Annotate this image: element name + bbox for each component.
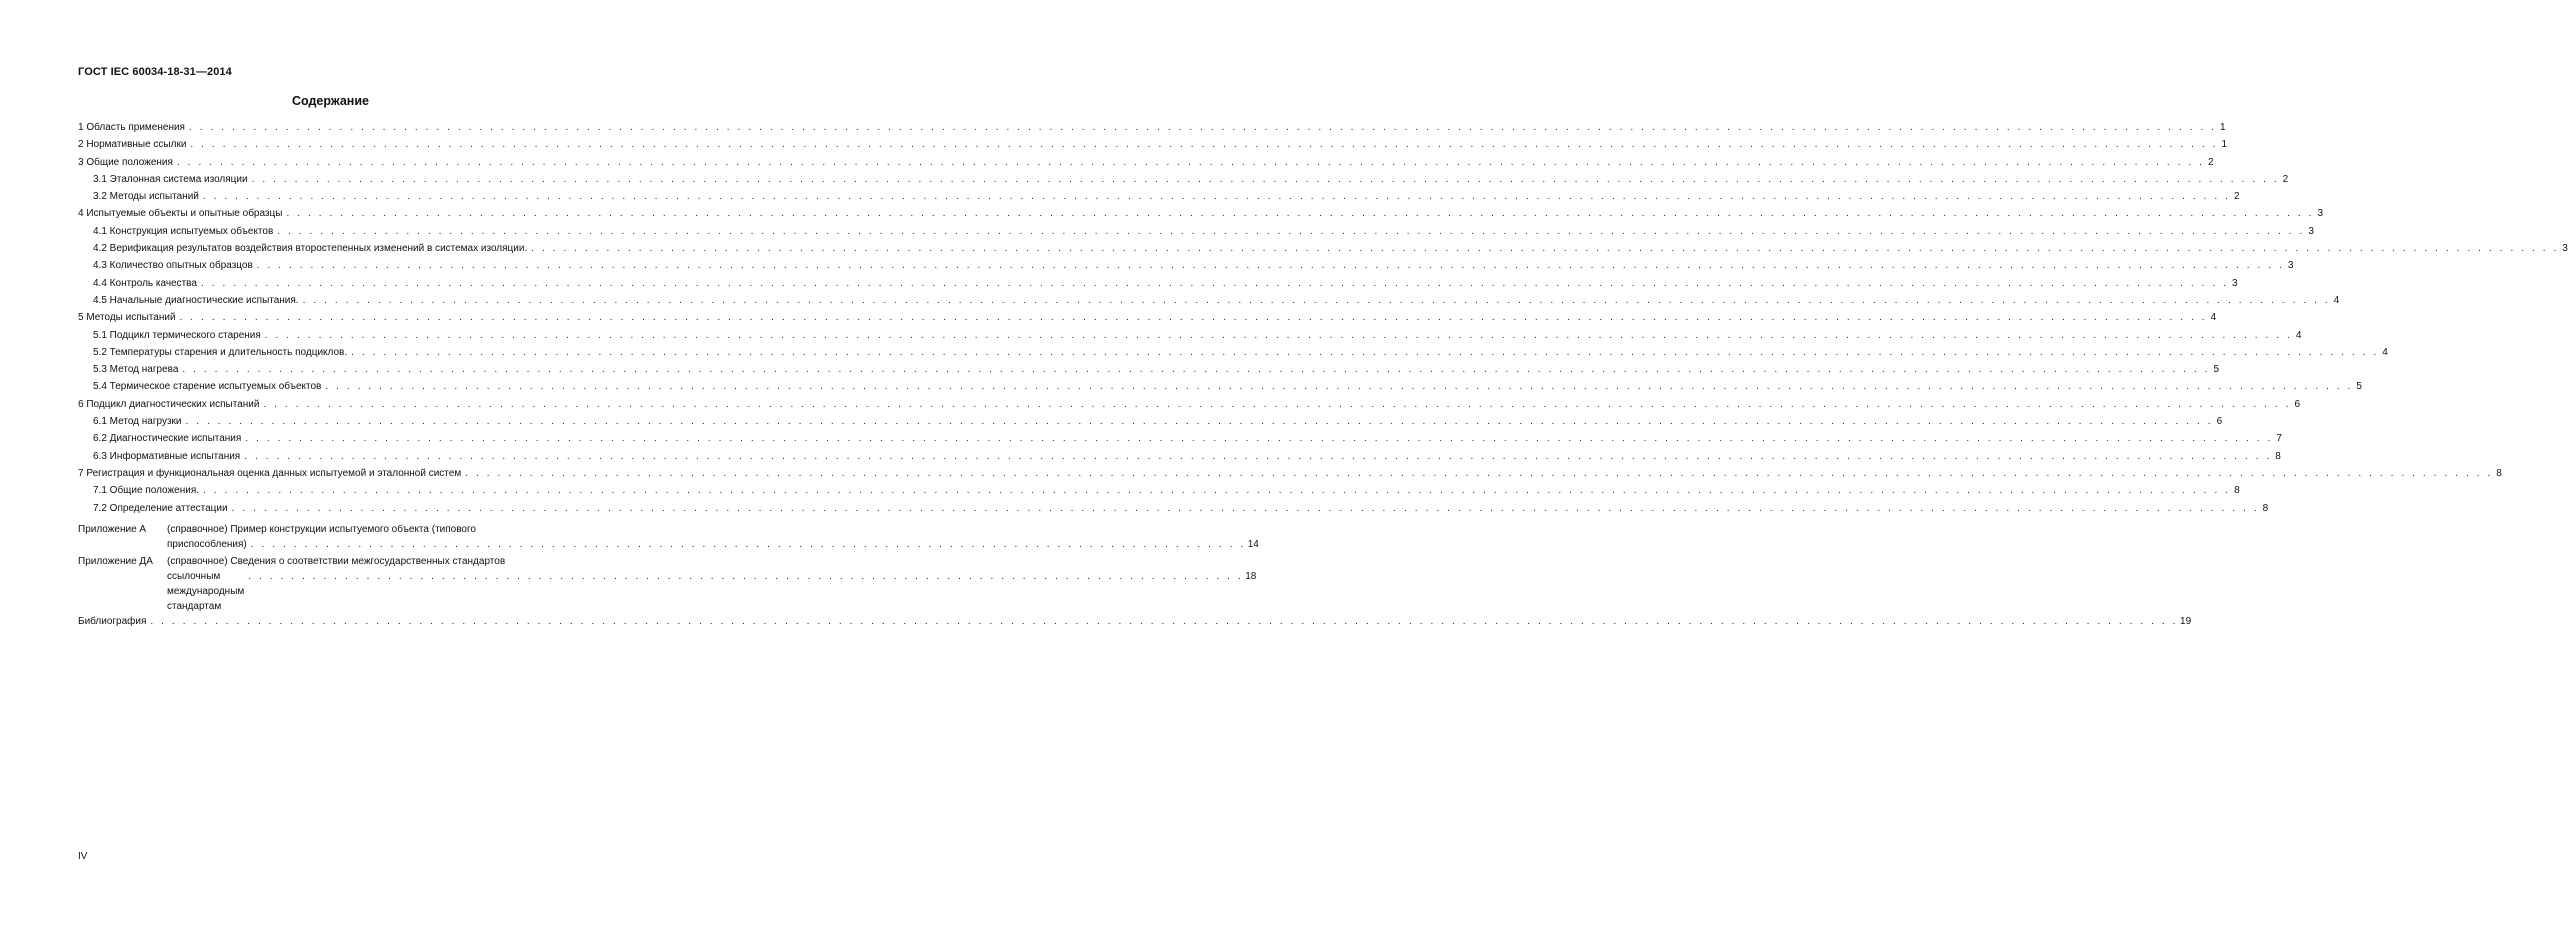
dot-leader <box>325 381 2353 393</box>
dot-leader <box>203 191 2231 203</box>
dot-leader <box>303 295 2331 307</box>
toc-entry-title: 4.3 Количество опытных образцов <box>93 260 253 272</box>
toc-entry-page: 3 <box>2562 243 2568 255</box>
toc-entry-page: 6 <box>2216 416 2223 428</box>
toc-bibliography[interactable] <box>78 615 2192 633</box>
appendix-title-line2: ссылочным международным стандартам <box>167 570 245 612</box>
toc-entry-page: 5 <box>2356 381 2362 393</box>
toc-entry-title: 3 Общие положения <box>78 156 173 168</box>
appendix-title-line2: приспособления) <box>167 538 247 550</box>
dot-leader <box>248 569 1243 584</box>
toc-entry-title: 5.1 Подцикл термического старения <box>93 329 261 341</box>
toc-entry[interactable] <box>78 329 2302 347</box>
page-number: IV <box>78 851 88 862</box>
toc-entry[interactable] <box>78 433 2282 450</box>
appendix-title-line1: (справочное) Пример конструкции испытуемого объекта (типового <box>167 523 476 535</box>
toc-entry[interactable] <box>78 173 2289 191</box>
dot-leader <box>531 243 2559 255</box>
toc-entry-title: 4.5 Начальные диагностические испытания. <box>93 294 299 306</box>
toc-entry-page: 2 <box>2208 156 2214 168</box>
toc-entry-title: 2 Нормативные ссылки <box>78 139 187 151</box>
dot-leader <box>182 364 2210 376</box>
toc-entry-page: 7 <box>2276 433 2282 445</box>
toc-entry-title: 4.1 Конструкция испытуемых объектов <box>93 225 274 237</box>
toc-appendix-a[interactable] <box>78 522 1259 552</box>
toc-entry[interactable] <box>78 208 2324 225</box>
toc-entry-page: 4 <box>2333 294 2340 306</box>
toc-entry[interactable] <box>78 381 2362 398</box>
dot-leader <box>252 174 2280 186</box>
dot-leader <box>150 616 2178 628</box>
toc-entry[interactable] <box>78 225 2314 243</box>
toc-entry-page: 4 <box>2382 346 2388 358</box>
toc-entry-page: 2 <box>2282 173 2289 185</box>
toc-entry[interactable] <box>78 191 2240 208</box>
toc-entry[interactable] <box>78 139 2228 156</box>
dot-leader <box>186 416 2214 428</box>
toc-entry-page: 4 <box>2210 312 2217 324</box>
toc-entry-title: 4.2 Верификация результатов воздействия второстепенных изменений в системах изоляции. <box>93 243 528 255</box>
toc-entry-title: 6.3 Информативные испытания <box>93 450 241 462</box>
toc-entry-page: 3 <box>2287 260 2294 272</box>
toc-entry[interactable] <box>78 122 2226 139</box>
toc-entry-page: 1 <box>2221 139 2228 151</box>
toc-entry-page: 6 <box>2294 398 2301 410</box>
toc-entry-title: 4.4 Контроль качества <box>93 277 197 289</box>
toc-entry-page: 3 <box>2308 225 2314 237</box>
toc-entry-title: Библиография <box>78 615 147 627</box>
dot-leader <box>201 278 2229 290</box>
dot-leader <box>257 260 2285 272</box>
toc-entry-page: 2 <box>2233 191 2240 203</box>
dot-leader <box>251 537 1246 552</box>
toc-entry-title: 6.2 Диагностические испытания <box>93 433 242 445</box>
toc-entry[interactable] <box>78 450 2281 468</box>
toc-entry-title: 6.1 Метод нагрузки <box>93 416 182 428</box>
dot-leader <box>190 139 2218 151</box>
toc-entry-title: 7.2 Определение аттестации <box>93 502 228 514</box>
dot-leader <box>244 451 2272 463</box>
appendix-page: 14 <box>1247 538 1259 550</box>
dot-leader <box>180 312 2208 324</box>
toc-entry-page: 8 <box>2262 502 2269 514</box>
dot-leader <box>245 433 2273 445</box>
table-of-contents <box>78 122 2568 633</box>
toc-entry-title: 5.2 Температуры старения и длительность подциклов. <box>93 346 348 358</box>
toc-entry-title: 1 Область применения <box>78 122 185 133</box>
dot-leader <box>465 468 2493 480</box>
dot-leader <box>203 485 2231 497</box>
toc-entry-page: 3 <box>2317 208 2324 220</box>
toc-entry-page: 5 <box>2213 364 2220 376</box>
toc-entry-title: 5.3 Метод нагрева <box>93 364 179 376</box>
toc-entry-page: 8 <box>2275 450 2281 462</box>
dot-leader <box>265 330 2293 342</box>
toc-title: Содержание <box>291 94 369 108</box>
toc-entry[interactable] <box>78 398 2301 416</box>
toc-entry[interactable] <box>78 277 2238 295</box>
document-header: ГОСТ IEC 60034-18-31—2014 <box>78 66 232 78</box>
toc-entry-title: 7 Регистрация и функциональная оценка данных испытуемой и эталонной систем <box>78 467 462 479</box>
toc-entry-title: 5.4 Термическое старение испытуемых объектов <box>93 381 322 393</box>
toc-entry-page: 1 <box>2220 122 2226 133</box>
appendix-label: Приложение ДА <box>78 555 153 567</box>
toc-entry[interactable] <box>78 294 2340 312</box>
toc-appendix-da[interactable] <box>78 554 1257 614</box>
toc-entry[interactable] <box>78 346 2388 364</box>
dot-leader <box>189 122 2217 134</box>
toc-entry-page: 8 <box>2234 485 2240 497</box>
dot-leader <box>351 347 2379 359</box>
dot-leader <box>263 399 2291 411</box>
appendix-page: 18 <box>1245 570 1257 582</box>
toc-entry-page: 8 <box>2496 467 2502 479</box>
toc-entry[interactable] <box>78 467 2502 485</box>
toc-entry-title: 7.1 Общие положения. <box>93 485 200 497</box>
dot-leader <box>232 503 2260 515</box>
toc-entry-title: 5 Методы испытаний <box>78 312 176 324</box>
toc-entry-title: 6 Подцикл диагностических испытаний <box>78 398 260 410</box>
appendix-label: Приложение А <box>78 523 147 535</box>
dot-leader <box>177 157 2205 169</box>
toc-entry[interactable] <box>78 243 2568 260</box>
toc-entry[interactable] <box>78 312 2217 329</box>
toc-entry-page: 19 <box>2180 615 2192 627</box>
dot-leader <box>286 208 2314 220</box>
appendix-title-line1: (справочное) Сведения о соответствии межгосударственных стандартов <box>167 555 506 567</box>
toc-entry[interactable] <box>78 502 2269 520</box>
toc-entry-title: 4 Испытуемые объекты и опытные образцы <box>78 208 283 220</box>
toc-entry-page: 3 <box>2232 277 2238 289</box>
toc-entry[interactable] <box>78 156 2214 174</box>
toc-entry[interactable] <box>78 260 2294 277</box>
toc-entry[interactable] <box>78 485 2240 502</box>
toc-entry-title: 3.1 Эталонная система изоляции <box>93 173 248 185</box>
toc-entry-title: 3.2 Методы испытаний <box>93 191 199 203</box>
toc-entry-page: 4 <box>2295 329 2302 341</box>
dot-leader <box>277 226 2305 238</box>
toc-entry[interactable] <box>78 364 2220 381</box>
toc-entry[interactable] <box>78 416 2223 433</box>
